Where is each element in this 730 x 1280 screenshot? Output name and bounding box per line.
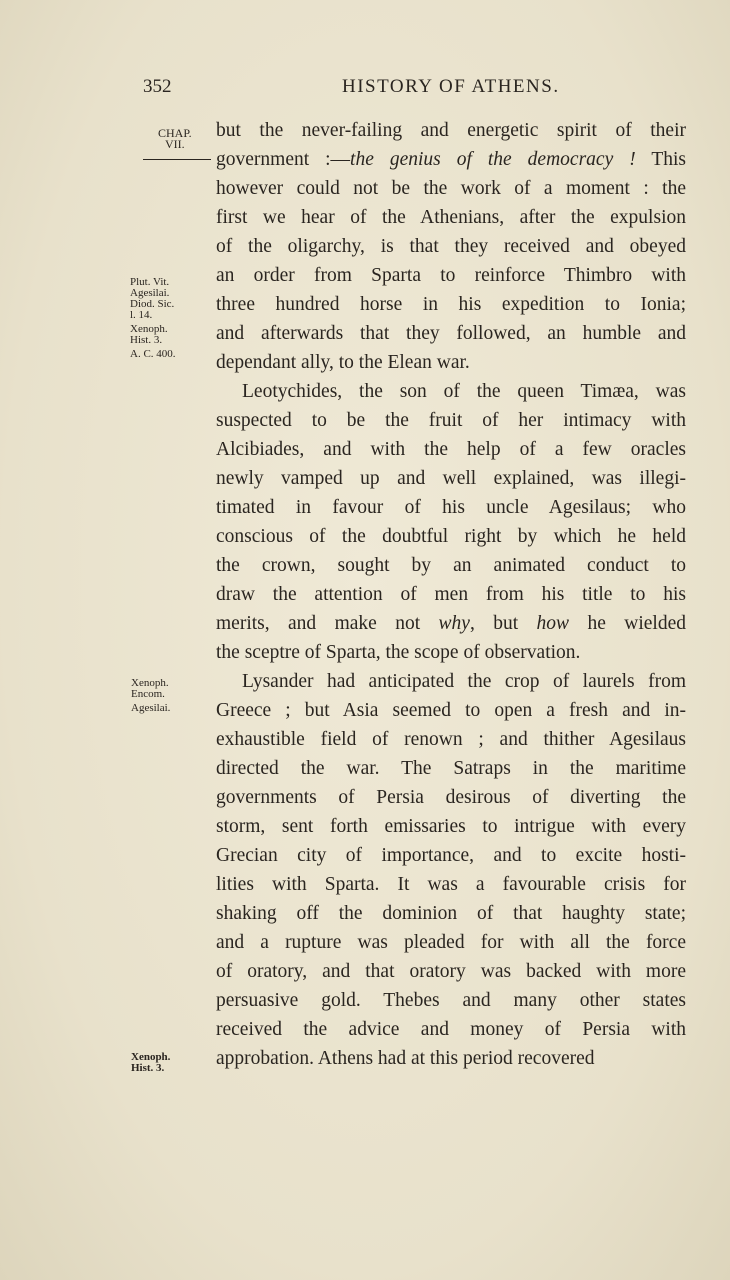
text-line — [216, 406, 686, 435]
text-run: of the oligarchy, is that they received and obeyed — [216, 236, 686, 257]
text-run: the sceptre of Sparta, the scope of observation. — [216, 642, 581, 663]
text-line — [216, 638, 686, 667]
text-run: Grecian city of importance, and to excite hosti- — [216, 845, 686, 866]
text-line — [216, 667, 686, 696]
text-run: first we hear of the Athenians, after the expulsion — [216, 207, 686, 228]
text-run: three hundred horse in his expedition to Ionia; — [216, 294, 686, 315]
text-run: exhaustible field of renown ; and thither Agesilaus — [216, 729, 686, 750]
text-line — [216, 783, 686, 812]
body-text — [216, 116, 686, 1073]
text-line — [216, 957, 686, 986]
text-line — [216, 928, 686, 957]
text-run: directed the war. The Satraps in the maritime — [216, 758, 686, 779]
italic-text: the genius of the democracy ! — [350, 149, 636, 170]
text-run: Greece ; but Asia seemed to open a fresh and in- — [216, 700, 686, 721]
italic-text: how — [536, 613, 570, 634]
margin-note-line: Hist. 3. — [131, 1062, 165, 1074]
text-line — [216, 290, 686, 319]
chapter-label — [158, 128, 192, 150]
text-run: This — [635, 149, 686, 170]
text-line — [216, 1015, 686, 1044]
text-line — [216, 899, 686, 928]
text-line — [216, 348, 686, 377]
text-run: received the advice and money of Persia with — [216, 1019, 686, 1040]
margin-note-line: l. 14. — [130, 309, 153, 321]
text-run: draw the attention of men from his title to his — [216, 584, 686, 605]
italic-text: why — [438, 613, 470, 634]
margin-note-1 — [130, 277, 176, 360]
text-run: and a rupture was pleaded for with all the force — [216, 932, 686, 953]
text-line — [216, 812, 686, 841]
text-line — [216, 696, 686, 725]
text-line — [216, 1044, 686, 1073]
text-line — [216, 580, 686, 609]
text-run: an order from Sparta to reinforce Thimbro with — [216, 265, 686, 286]
margin-note-line: Xenoph. — [130, 323, 168, 335]
page-header — [143, 76, 583, 102]
margin-note-line: Agesilai. — [130, 287, 170, 299]
margin-note-line: Encom. — [131, 688, 165, 700]
text-run: Alcibiades, and with the help of a few oracles — [216, 439, 686, 460]
text-run: timated in favour of his uncle Agesilaus; who — [216, 497, 686, 518]
margin-note-line: Diod. Sic. — [130, 298, 175, 310]
text-line — [216, 754, 686, 783]
text-line — [216, 493, 686, 522]
margin-note-line: Hist. 3. — [130, 334, 163, 346]
text-line — [216, 232, 686, 261]
text-line — [216, 261, 686, 290]
text-run: conscious of the doubtful right by which he held — [216, 526, 686, 547]
text-run: but the never-failing and energetic spirit of their — [216, 120, 686, 141]
text-line — [216, 145, 686, 174]
text-line — [216, 319, 686, 348]
text-run: newly vamped up and well explained, was illegi- — [216, 468, 686, 489]
margin-note-3 — [131, 1052, 170, 1074]
text-run: governments of Persia desirous of diverting the — [216, 787, 686, 808]
text-line — [216, 841, 686, 870]
text-line — [216, 174, 686, 203]
margin-note-line: Xenoph. — [131, 677, 169, 689]
text-line — [216, 116, 686, 145]
margin-note-line: A. C. 400. — [130, 348, 176, 360]
margin-note-line: Agesilai. — [131, 702, 171, 714]
margin-note-line: Xenoph. — [131, 1051, 171, 1063]
text-line — [216, 377, 686, 406]
chapter-rule — [143, 159, 211, 160]
text-line — [216, 725, 686, 754]
text-run: lities with Sparta. It was a favourable crisis for — [216, 874, 686, 895]
margin-note-2 — [131, 678, 170, 714]
text-run: merits, and make not — [216, 613, 439, 634]
chapter-label-line1: CHAP. — [158, 126, 192, 140]
text-line — [216, 986, 686, 1015]
text-line — [216, 870, 686, 899]
text-run: Lysander had anticipated the crop of laurels from — [242, 671, 686, 692]
text-run: dependant ally, to the Elean war. — [216, 352, 470, 373]
text-run: approbation. Athens had at this period recovered — [216, 1048, 595, 1069]
text-line — [216, 522, 686, 551]
running-head: HISTORY OF ATHENS. — [342, 76, 560, 97]
text-run: persuasive gold. Thebes and many other states — [216, 990, 686, 1011]
text-line — [216, 435, 686, 464]
margin-note-line: Plut. Vit. — [130, 276, 170, 288]
text-run: shaking off the dominion of that haughty state; — [216, 903, 686, 924]
text-run: and afterwards that they followed, an humble and — [216, 323, 686, 344]
text-run: government :— — [216, 149, 351, 170]
text-run: suspected to be the fruit of her intimacy with — [216, 410, 686, 431]
text-run: the crown, sought by an animated conduct to — [216, 555, 686, 576]
text-run: Leotychides, the son of the queen Timæa, was — [242, 381, 686, 402]
text-line — [216, 609, 686, 638]
page-number: 352 — [143, 76, 172, 97]
text-run: storm, sent forth emissaries to intrigue with every — [216, 816, 686, 837]
text-run: he wielded — [569, 613, 686, 634]
text-line — [216, 464, 686, 493]
text-run: , but — [469, 613, 537, 634]
text-run: however could not be the work of a moment : the — [216, 178, 686, 199]
text-run: of oratory, and that oratory was backed with more — [216, 961, 686, 982]
chapter-label-line2: VII. — [165, 137, 185, 151]
text-line — [216, 551, 686, 580]
text-line — [216, 203, 686, 232]
